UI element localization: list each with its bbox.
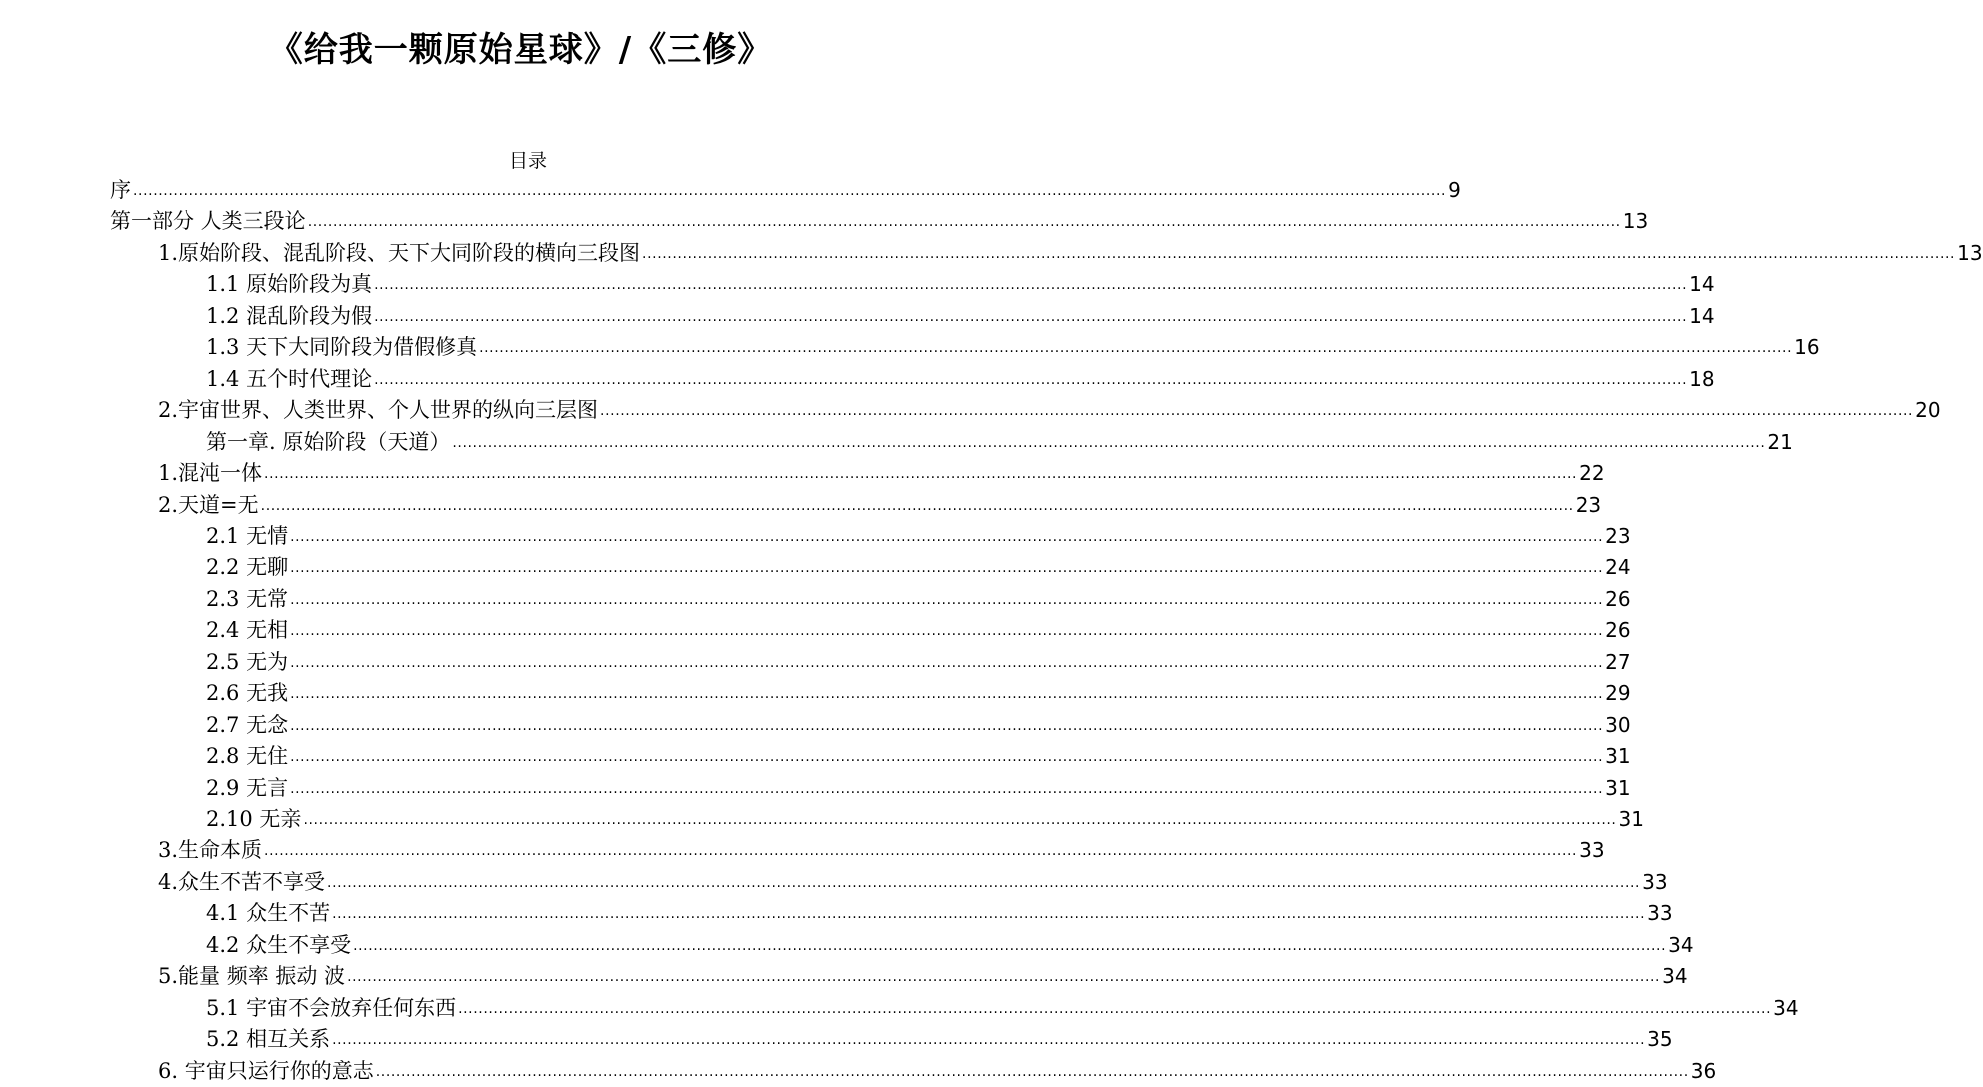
toc-page-number: 35 bbox=[1647, 1027, 1673, 1051]
toc-entry-label: 1.2 混乱阶段为假 bbox=[206, 304, 373, 328]
toc-entry[interactable] bbox=[206, 802, 1644, 833]
toc-entry[interactable] bbox=[158, 488, 1602, 519]
toc-dot-leader: .................................................................................................................................................................................................................................................................... bbox=[290, 749, 1604, 765]
toc-entry-label: 1.原始阶段、混乱阶段、天下大同阶段的横向三段图 bbox=[158, 241, 641, 265]
toc-entry[interactable] bbox=[206, 330, 1820, 361]
toc-entry-label: 1.4 五个时代理论 bbox=[206, 367, 373, 391]
toc-dot-leader: .................................................................................................................................................................................................................................................................... bbox=[347, 969, 1661, 985]
toc-entry-label: 1.混沌一体 bbox=[158, 461, 263, 485]
toc-entry-label: 2.4 无相 bbox=[206, 618, 289, 642]
toc-page-number: 14 bbox=[1689, 304, 1715, 328]
toc-page-number: 21 bbox=[1767, 430, 1793, 454]
toc-dot-leader: .................................................................................................................................................................................................................................................................... bbox=[290, 686, 1604, 702]
toc-entry[interactable] bbox=[206, 896, 1673, 927]
toc-page-number: 34 bbox=[1773, 996, 1799, 1020]
toc-dot-leader: .................................................................................................................................................................................................................................................................... bbox=[303, 812, 1617, 828]
toc-page-number: 26 bbox=[1605, 587, 1631, 611]
toc-dot-leader: .................................................................................................................................................................................................................................................................... bbox=[600, 403, 1914, 419]
toc-entry-label: 2.7 无念 bbox=[206, 713, 289, 737]
toc-entry[interactable] bbox=[158, 393, 1941, 424]
toc-dot-leader: .................................................................................................................................................................................................................................................................... bbox=[307, 214, 1621, 230]
toc-entry[interactable] bbox=[110, 173, 1461, 204]
toc-page-number: 13 bbox=[1957, 241, 1983, 265]
toc-entry-label: 序 bbox=[110, 178, 131, 202]
toc-entry[interactable] bbox=[206, 299, 1715, 330]
toc-heading: 目录 bbox=[508, 150, 547, 172]
toc-page-number: 36 bbox=[1690, 1059, 1717, 1083]
toc-page-number: 31 bbox=[1618, 807, 1644, 831]
toc-entry[interactable] bbox=[206, 550, 1631, 581]
toc-entry-label: 2.8 无住 bbox=[206, 744, 289, 768]
toc-dot-leader: .................................................................................................................................................................................................................................................................... bbox=[290, 718, 1604, 734]
toc-dot-leader: .................................................................................................................................................................................................................................................................... bbox=[290, 560, 1604, 576]
toc-page-number: 23 bbox=[1575, 493, 1602, 517]
toc-page-number: 27 bbox=[1605, 650, 1631, 674]
toc-entry[interactable] bbox=[206, 708, 1631, 739]
toc-page-number: 24 bbox=[1605, 555, 1631, 579]
toc-entry-label: 5.1 宇宙不会放弃任何东西 bbox=[206, 996, 457, 1020]
toc-page-number: 18 bbox=[1689, 367, 1715, 391]
toc-dot-leader: .................................................................................................................................................................................................................................................................... bbox=[133, 183, 1447, 199]
toc-page-number: 9 bbox=[1448, 178, 1461, 202]
toc-entry[interactable] bbox=[206, 771, 1631, 802]
toc-entry-label: 6. 宇宙只运行你的意志 bbox=[158, 1059, 374, 1083]
toc-entry[interactable] bbox=[206, 362, 1715, 393]
toc-dot-leader: .................................................................................................................................................................................................................................................................... bbox=[374, 309, 1688, 325]
toc-dot-leader: .................................................................................................................................................................................................................................................................... bbox=[290, 655, 1604, 671]
toc-dot-leader: .................................................................................................................................................................................................................................................................... bbox=[260, 498, 1574, 514]
toc-entry-label: 2.9 无言 bbox=[206, 776, 289, 800]
toc-page-number: 31 bbox=[1605, 744, 1631, 768]
toc-page-number: 30 bbox=[1605, 713, 1631, 737]
toc-entry-label: 4.众生不苦不享受 bbox=[158, 870, 326, 894]
toc-entry-label: 5.能量 频率 振动 波 bbox=[158, 964, 346, 988]
toc-entry[interactable] bbox=[206, 425, 1793, 456]
toc-page-number: 13 bbox=[1622, 209, 1649, 233]
toc-entry-label: 4.1 众生不苦 bbox=[206, 901, 331, 925]
toc-entry[interactable] bbox=[206, 928, 1694, 959]
toc-page-number: 33 bbox=[1642, 870, 1668, 894]
document-title: 《给我一颗原始星球》/《三修》 bbox=[268, 30, 773, 70]
toc-dot-leader: .................................................................................................................................................................................................................................................................... bbox=[332, 1032, 1646, 1048]
toc-entry-label: 3.生命本质 bbox=[158, 838, 263, 862]
toc-page-number: 16 bbox=[1794, 335, 1820, 359]
toc-page-number: 34 bbox=[1662, 964, 1688, 988]
toc-entry-label: 第一章. 原始阶段（天道） bbox=[206, 430, 451, 454]
toc-dot-leader: .................................................................................................................................................................................................................................................................... bbox=[642, 246, 1956, 262]
toc-entry[interactable] bbox=[206, 676, 1631, 707]
toc-entry-label: 5.2 相互关系 bbox=[206, 1027, 331, 1051]
toc-entry[interactable] bbox=[158, 959, 1688, 990]
toc-dot-leader: .................................................................................................................................................................................................................................................................... bbox=[458, 1001, 1772, 1017]
toc-dot-leader: .................................................................................................................................................................................................................................................................... bbox=[264, 843, 1578, 859]
toc-dot-leader: .................................................................................................................................................................................................................................................................... bbox=[332, 906, 1646, 922]
toc-entry[interactable] bbox=[206, 739, 1631, 770]
toc-page-number: 31 bbox=[1605, 776, 1631, 800]
toc-entry-label: 4.2 众生不享受 bbox=[206, 933, 352, 957]
toc-entry[interactable] bbox=[206, 267, 1715, 298]
toc-page-number: 33 bbox=[1647, 901, 1673, 925]
toc-page-number: 23 bbox=[1605, 524, 1631, 548]
toc-entry-label: 2.天道=无 bbox=[158, 493, 259, 517]
toc-entry[interactable] bbox=[158, 833, 1605, 864]
toc-entry-label: 2.3 无常 bbox=[206, 587, 289, 611]
toc-entry-label: 2.5 无为 bbox=[206, 650, 289, 674]
toc-dot-leader: .................................................................................................................................................................................................................................................................... bbox=[327, 875, 1641, 891]
toc-entry[interactable] bbox=[110, 204, 1649, 235]
toc-entry-label: 2.6 无我 bbox=[206, 681, 289, 705]
toc-entry-label: 第一部分 人类三段论 bbox=[110, 209, 306, 233]
toc-entry-label: 2.2 无聊 bbox=[206, 555, 289, 579]
toc-dot-leader: .................................................................................................................................................................................................................................................................... bbox=[452, 435, 1766, 451]
toc-dot-leader: .................................................................................................................................................................................................................................................................... bbox=[353, 938, 1667, 954]
toc-entry[interactable] bbox=[206, 519, 1631, 550]
toc-dot-leader: .................................................................................................................................................................................................................................................................... bbox=[290, 781, 1604, 797]
toc-entry[interactable] bbox=[206, 991, 1799, 1022]
toc-dot-leader: .................................................................................................................................................................................................................................................................... bbox=[290, 529, 1604, 545]
toc-dot-leader: .................................................................................................................................................................................................................................................................... bbox=[374, 372, 1688, 388]
toc-entry[interactable] bbox=[158, 236, 1983, 267]
toc-entry[interactable] bbox=[206, 613, 1631, 644]
toc-dot-leader: .................................................................................................................................................................................................................................................................... bbox=[290, 592, 1604, 608]
toc-dot-leader: .................................................................................................................................................................................................................................................................... bbox=[375, 1064, 1689, 1080]
toc-dot-leader: .................................................................................................................................................................................................................................................................... bbox=[264, 466, 1578, 482]
toc-dot-leader: .................................................................................................................................................................................................................................................................... bbox=[290, 623, 1604, 639]
toc-entry-label: 1.3 天下大同阶段为借假修真 bbox=[206, 335, 478, 359]
toc-entry[interactable] bbox=[158, 456, 1605, 487]
toc-page-number: 26 bbox=[1605, 618, 1631, 642]
toc-page-number: 14 bbox=[1689, 272, 1715, 296]
toc-entry[interactable] bbox=[206, 1022, 1673, 1053]
toc-entry-label: 1.1 原始阶段为真 bbox=[206, 272, 373, 296]
toc-page-number: 33 bbox=[1579, 838, 1605, 862]
toc-page-number: 20 bbox=[1915, 398, 1941, 422]
toc-page-number: 29 bbox=[1605, 681, 1631, 705]
toc-dot-leader: .................................................................................................................................................................................................................................................................... bbox=[374, 277, 1688, 293]
toc-entry[interactable] bbox=[158, 1054, 1717, 1085]
toc-entry-label: 2.1 无情 bbox=[206, 524, 289, 548]
toc-entry[interactable] bbox=[206, 582, 1631, 613]
toc-page-number: 34 bbox=[1668, 933, 1694, 957]
toc-page-number: 22 bbox=[1579, 461, 1605, 485]
toc-dot-leader: .................................................................................................................................................................................................................................................................... bbox=[479, 340, 1793, 356]
toc-entry[interactable] bbox=[158, 865, 1668, 896]
toc-entry-label: 2.宇宙世界、人类世界、个人世界的纵向三层图 bbox=[158, 398, 599, 422]
toc-entry-label: 2.10 无亲 bbox=[206, 807, 302, 831]
toc-entry[interactable] bbox=[206, 645, 1631, 676]
